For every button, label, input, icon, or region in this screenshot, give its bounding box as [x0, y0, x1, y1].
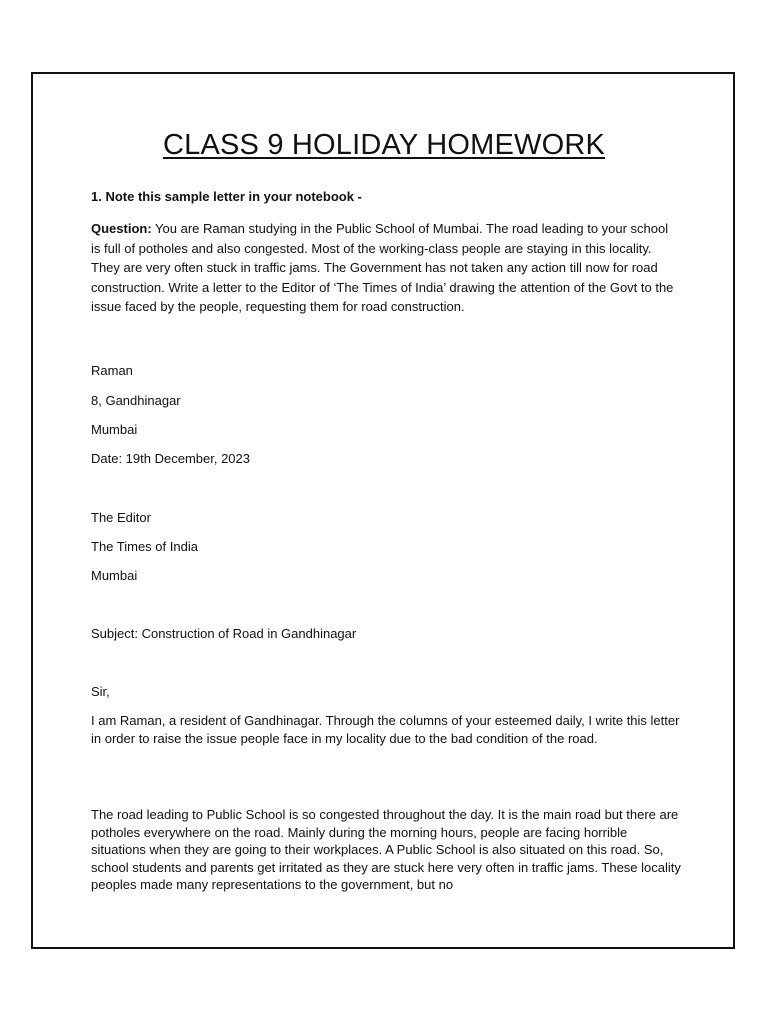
letter-salutation: Sir,: [91, 684, 110, 699]
sender-address: 8, Gandhinagar: [91, 393, 181, 408]
body-paragraph-1: I am Raman, a resident of Gandhinagar. Through the columns of your esteemed daily, I write this letter in order to raise the issue people face in my locality due to the bad condition of the road.: [91, 713, 680, 746]
instruction-text: 1. Note this sample letter in your notebook -: [91, 189, 362, 204]
page-title: CLASS 9 HOLIDAY HOMEWORK: [162, 129, 606, 161]
letter-subject: Subject: Construction of Road in Gandhinagar: [91, 626, 357, 641]
question-text: You are Raman studying in the Public School of Mumbai. The road leading to your school is full of potholes and also congested. Most of the working-class people are staying in this locality. They are very often stuck in traffic jams. The Government has not taken any action till now for road construction. Write a letter to the Editor of ‘The Times of India’ drawing the attention of the Govt to the issue faced by the people, requesting them for road construction.: [91, 221, 674, 314]
receiver-organization: The Times of India: [91, 539, 198, 554]
body-paragraph-2: The road leading to Public School is so congested throughout the day. It is the main road but there are potholes everywhere on the road. Mainly during the morning hours, people are facing horrible situations when they are going to their workplaces. A Public School is also situated on this road. So, school students and parents get irritated as they are stuck here very often in traffic jams. These locality peoples made many representations to the government, but no: [91, 807, 681, 892]
receiver-city: Mumbai: [91, 568, 138, 583]
receiver-designation: The Editor: [91, 510, 151, 525]
sender-city: Mumbai: [91, 422, 138, 437]
sender-name: Raman: [91, 363, 133, 378]
letter-date: Date: 19th December, 2023: [91, 451, 250, 466]
question-label: Question:: [91, 221, 152, 236]
question-paragraph: [91, 219, 681, 317]
document-page: [31, 72, 735, 949]
